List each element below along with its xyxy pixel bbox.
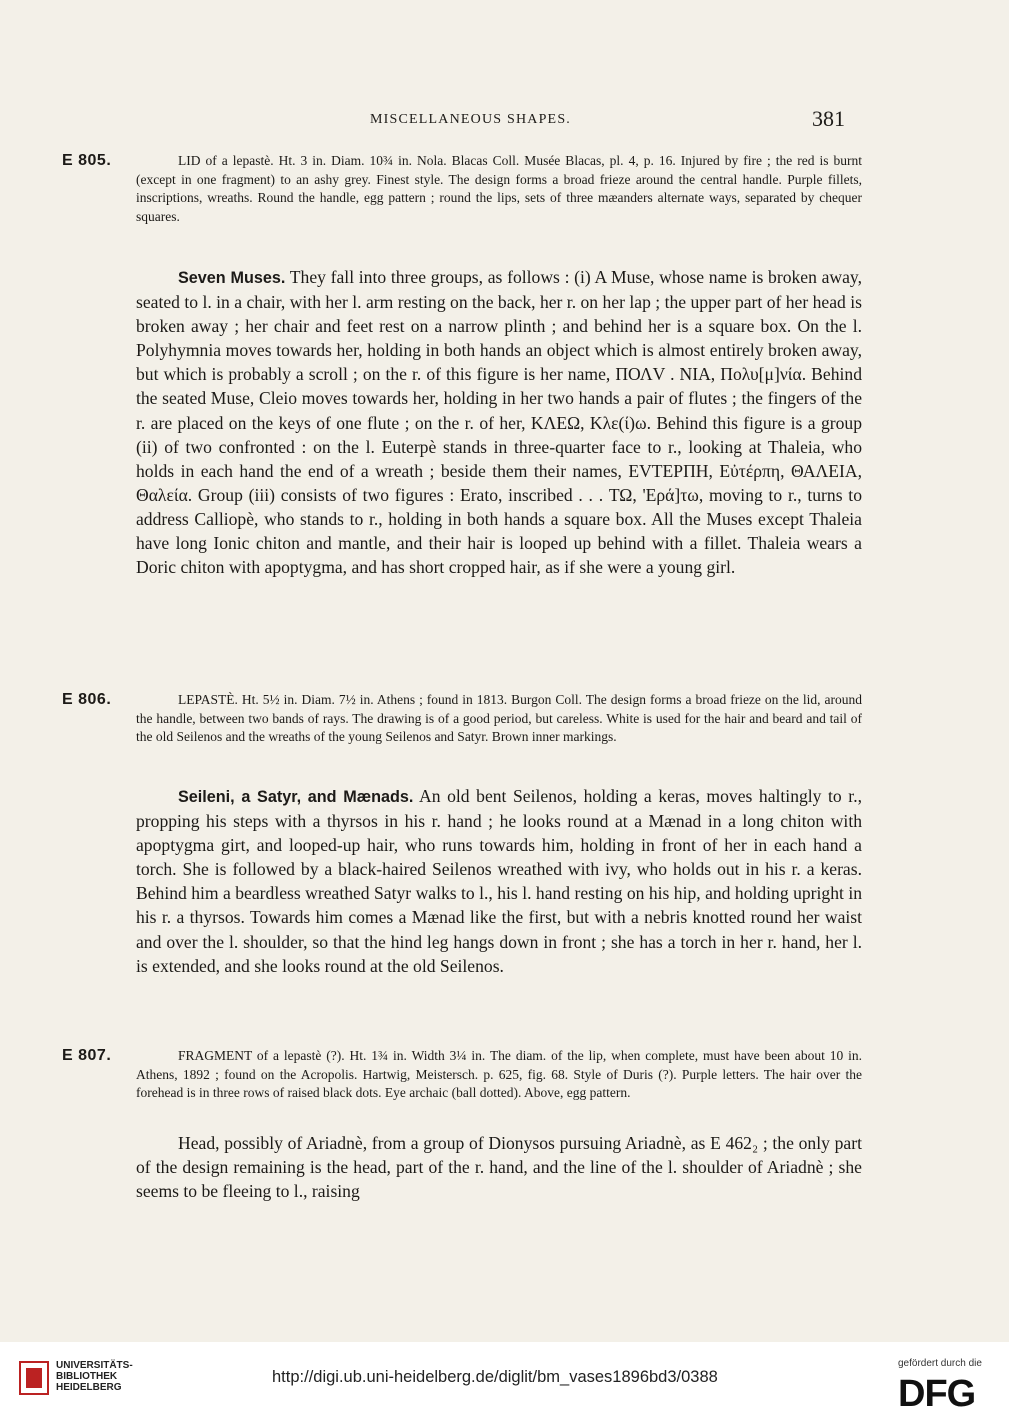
entry-heading-e806: Seileni, a Satyr, and Mænads. — [178, 788, 414, 806]
permalink-url[interactable]: http://digi.ub.uni-heidelberg.de/diglit/bm_vases1896bd3/0388 — [272, 1368, 718, 1386]
entry-number-e806: E 806. — [62, 691, 112, 708]
university-logo-icon — [18, 1360, 50, 1396]
dfg-logo: DFG — [898, 1373, 976, 1415]
entry-body-e807: Head, possibly of Ariadnè, from a group of Dionysos pursuing Ariadnè, as E 462₂ ; the only part of the design remaining is the head, part of the r. hand, and the line of the l. shoulder of Ariadnè ; she seems to be fleeing to l., raising — [136, 1133, 862, 1202]
entry-description-e806: LEPASTÈ. Ht. 5½ in. Diam. 7½ in. Athens ; found in 1813. Burgon Coll. The design forms a broad frieze on the lid, around the handle, between two bands of rays. The drawing is of a good period, but careless. White is used for the hair and beard and tail of the old Seilenos and the wreaths of the young Seilenos and Satyr. Brown inner markings. — [136, 692, 862, 744]
entry-body-e805 — [136, 265, 862, 579]
entry-text-e805: They fall into three groups, as follows : (i) A Muse, whose name is broken away, seated to l. in a chair, with her l. arm resting on the back, her r. on her lap ; the upper part of her head is broken away ; her chair and feet rest on a narrow plinth ; and behind her is a square box. On the l. Polyhymnia moves towards her, holding in both hands an object which is almost entirely broken away, but which is probably a scroll ; on the r. of this figure is her name, ΠΟΛV . ΝΙΑ, Πολυ[μ]νία. Behind the seated Muse, Cleio moves towards her, holding in her two hands a pair of flutes ; the fingers of the r. are placed on the keys of one flute ; on the r. of her, ΚΛΕΩ, Κλε(ί)ω. Behind this figure is a group (ii) of two confronted : on the l. Euterpè stands in three-quarter face to r., looking at Thaleia, who holds in each hand the end of a wreath ; beside them their names, ΕVΤΕΡΠΗ, Εὐτέρπη, ΘΑΛΕΙΑ, Θαλεία. Group (iii) consists of two figures : Erato, inscribed . . . ΤΩ, 'Ερά]τω, moving to r., turns to address Calliopè, who stands to r., holding in both hands a square box. All the Muses except Thaleia have long Ionic chiton and mantle, and their hair is looped up behind with a fillet. Thaleia wears a Doric chiton with apoptygma, and has short cropped hair, as if she were a young girl. — [136, 267, 862, 578]
entry-number-e807: E 807. — [62, 1047, 112, 1064]
digitization-footer — [0, 1342, 1009, 1423]
running-head — [0, 106, 1009, 136]
institution-name — [56, 1360, 133, 1393]
institution-line-3: HEIDELBERG — [56, 1382, 122, 1393]
page-number: 381 — [812, 106, 845, 131]
entry-heading-e805: Seven Muses. — [178, 269, 286, 287]
entry-number-e805: E 805. — [62, 152, 112, 169]
funded-by-label: gefördert durch die — [898, 1358, 982, 1369]
running-title: MISCELLANEOUS SHAPES. — [370, 112, 571, 127]
institution-line-2: BIBLIOTHEK — [56, 1371, 118, 1382]
entry-description-e807: FRAGMENT of a lepastè (?). Ht. 1¾ in. Width 3¼ in. The diam. of the lip, when complete, must have been about 10 in. Athens, 1892 ; found on the Acropolis. Hartwig, Meistersch. p. 625, fig. 68. Style of Duris (?). Purple letters. The hair over the forehead is in three rows of raised black dots. Eye archaic (ball dotted). Above, egg pattern. — [136, 1048, 862, 1100]
entry-body-e806 — [136, 784, 862, 978]
entry-text-e806: An old bent Seilenos, holding a keras, moves haltingly to r., propping his steps with a thyrsos in his r. hand ; he looks round at a Mænad in a long chiton with apoptygma girt, and looped-up hair, who runs towards him, holding in front of her in each hand a torch. She is followed by a black-haired Seilenos wreathed with ivy, who holds out in his r. a keras. Behind him a beardless wreathed Satyr walks to l., his l. hand resting on his hip, and holding upright in his r. a thyrsos. Towards him comes a Mænad like the first, but with a nebris knotted round her waist and over the l. shoulder, so that the hind leg hangs down in front ; she has a torch in her r. hand, her l. is extended, and she looks round at the old Seilenos. — [136, 786, 862, 976]
institution-line-1: UNIVERSITÄTS- — [56, 1360, 133, 1371]
entry-description-e805: LID of a lepastè. Ht. 3 in. Diam. 10¾ in. Nola. Blacas Coll. Musée Blacas, pl. 4, p. 16. Injured by fire ; the red is burnt (except in one fragment) to an ashy grey. Finest style. The design forms a broad frieze around the central handle. Purple fillets, inscriptions, wreaths. Round the handle, egg pattern ; round the lips, sets of three mæanders alternate ways, separated by chequer squares. — [136, 153, 862, 224]
